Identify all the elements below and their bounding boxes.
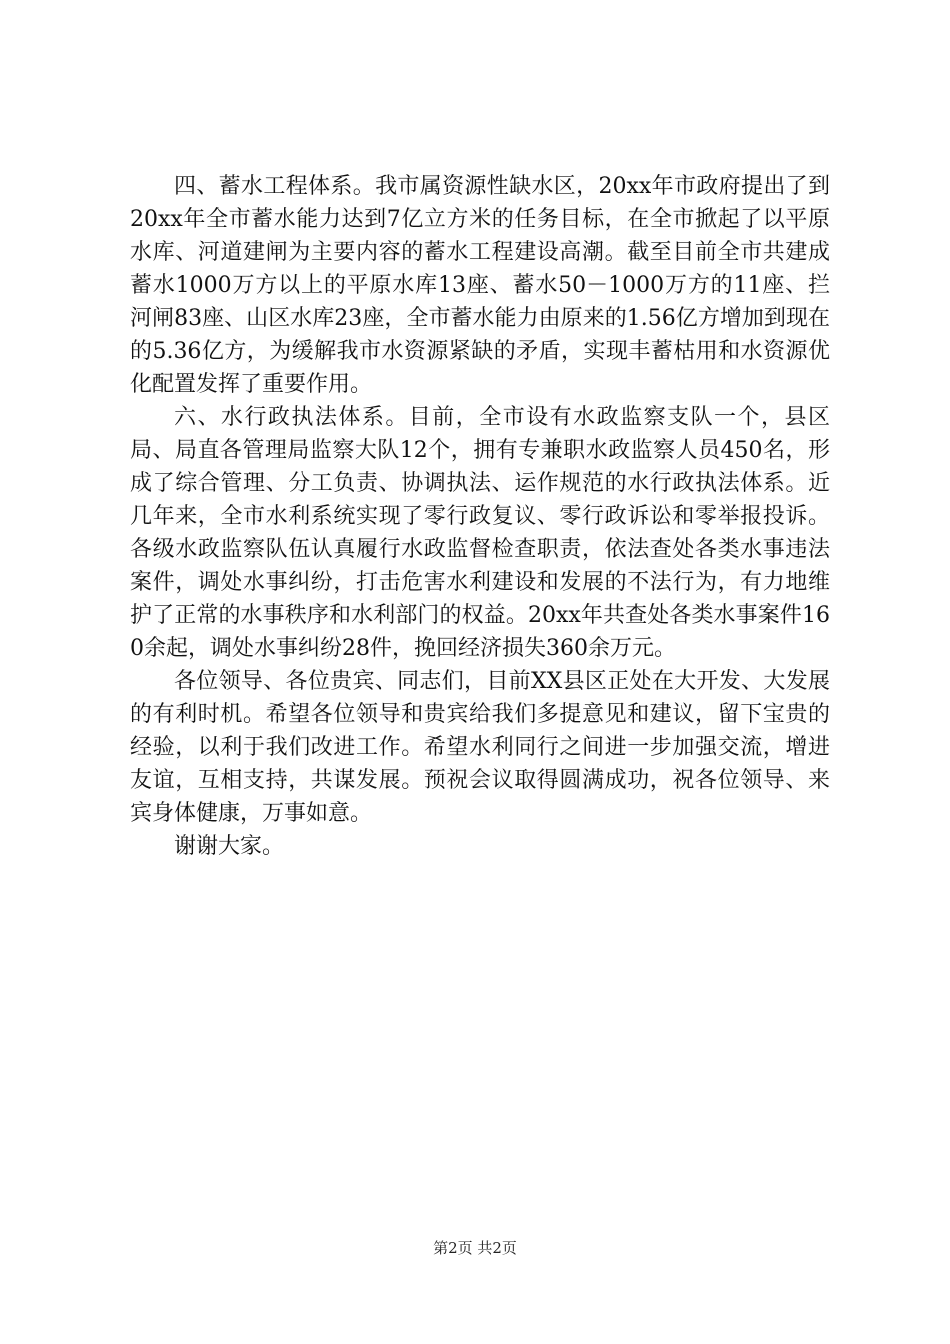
page-number-footer: 第2页 共2页 (433, 1239, 517, 1257)
paragraph-closing-remarks: 各位领导、各位贵宾、同志们，目前XX县区正处在大开发、大发展的有利时机。希望各位领导和贵宾给我们多提意见和建议，留下宝贵的经验，以利于我们改进工作。希望水利同行之间进一步加强交流，增进友谊，互相支持，共谋发展。预祝会议取得圆满成功，祝各位领导、来宾身体健康，万事如意。 (130, 669, 830, 826)
paragraph-thanks: 谢谢大家。 (174, 834, 285, 859)
paragraph-law-enforcement-system: 六、水行政执法体系。目前，全市设有水政监察支队一个，县区局、局直各管理局监察大队12个，拥有专兼职水政监察人员450名，形成了综合管理、分工负责、协调执法、运作规范的水行政执法体系。近几年来，全市水利系统实现了零行政复议、零行政诉讼和零举报投诉。各级水政监察队伍认真履行水政监督检查职责，依法查处各类水事违法案件，调处水事纠纷，打击危害水利建设和发展的不法行为，有力地维护了正常的水事秩序和水利部门的权益。20xx年共查处各类水事案件160余起，调处水事纠纷28件，挽回经济损失360余万元。 (130, 405, 830, 661)
paragraph-storage-system: 四、蓄水工程体系。我市属资源性缺水区，20xx年市政府提出了到20xx年全市蓄水能力达到7亿立方米的任务目标，在全市掀起了以平原水库、河道建闸为主要内容的蓄水工程建设高潮。截至目前全市共建成蓄水1000万方以上的平原水库13座、蓄水50－1000万方的11座、拦河闸83座、山区水库23座，全市蓄水能力由原来的1.56亿方增加到现在的5.36亿方，为缓解我市水资源紧缺的矛盾，实现丰蓄枯用和水资源优化配置发挥了重要作用。 (130, 174, 830, 397)
document-body (130, 170, 830, 863)
